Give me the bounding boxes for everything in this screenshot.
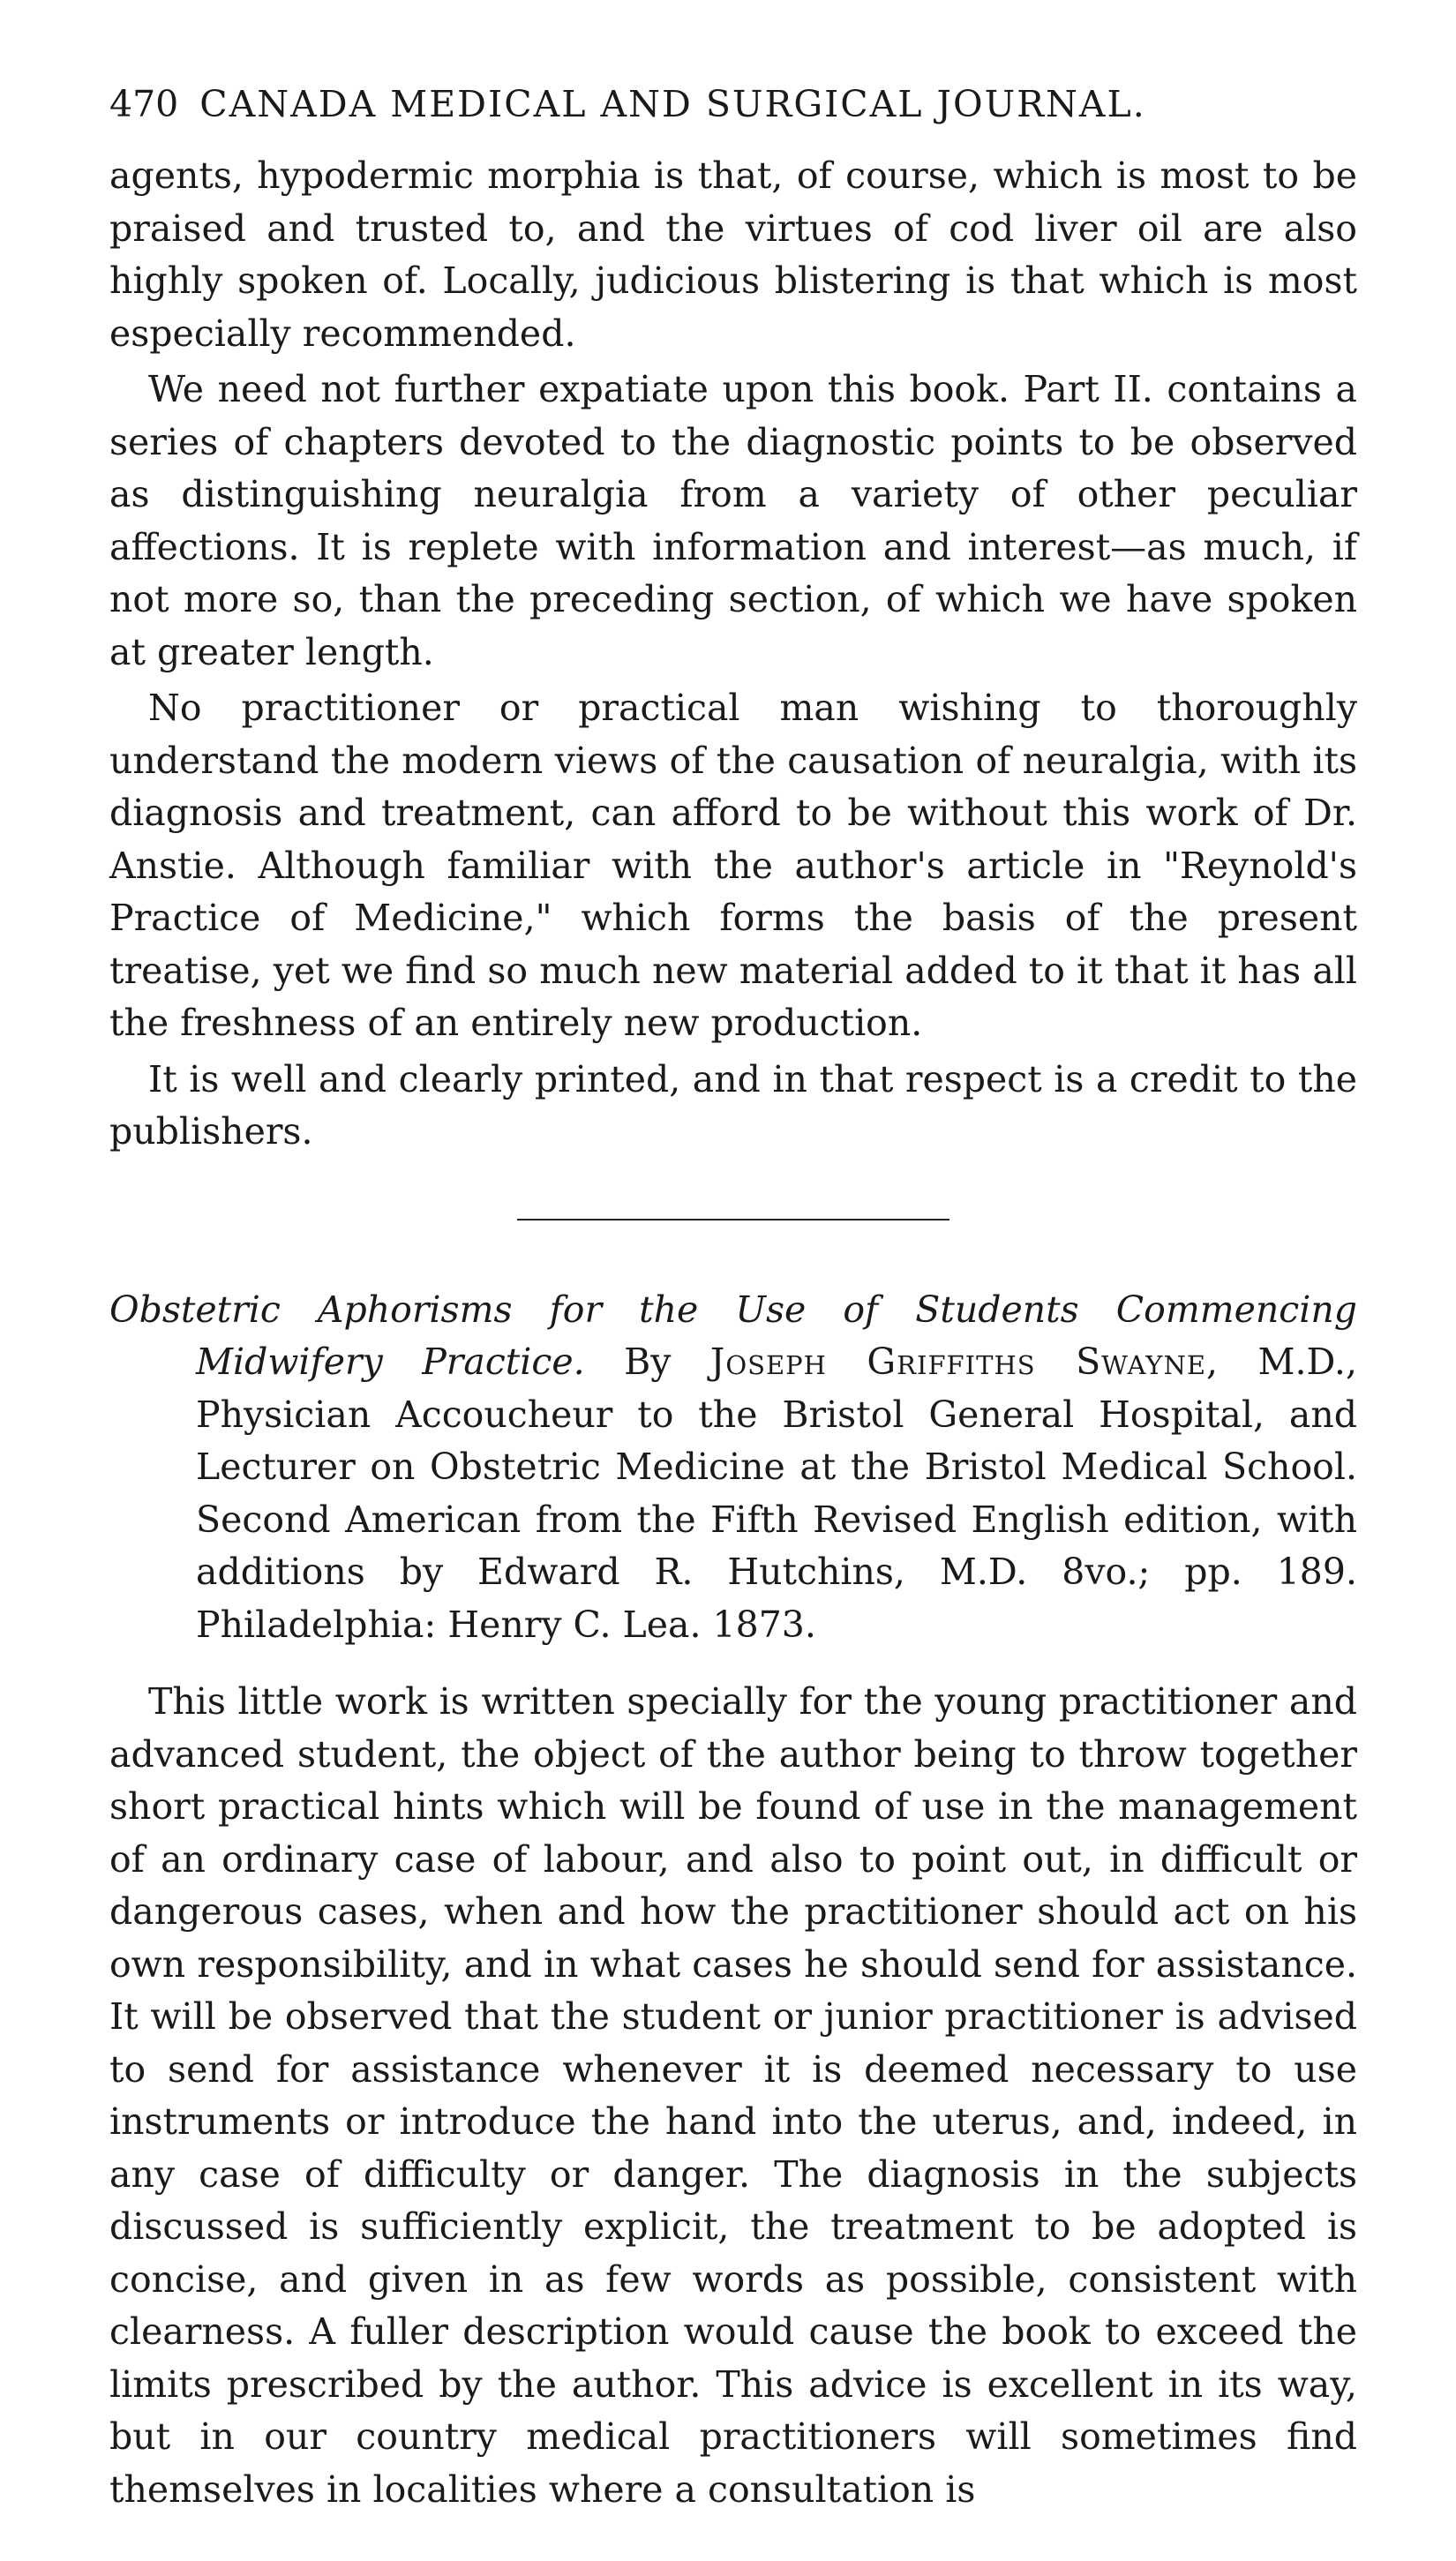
paragraph: agents, hypodermic morphia is that, of course, which is most to be praised and trusted to, and the virtues of cod liver oil are also highly spoken of. Locally, judicious blistering is that which is most especially recommended. bbox=[109, 154, 1357, 355]
citation-by: By bbox=[624, 1341, 672, 1383]
paragraph: This little work is written specially for the young practitioner and advanced student, the object of the author being to throw together short practical hints which will be found of use in the management of an ordinary case of labour, and also to point out, in difficult or dangerous cases, when and how the practitioner should act on his own responsibility, and in what cases he should send for assistance. It will be observed that the student or junior practitioner is advised to send for assistance whenever it is deemed necessary to use instruments or introduce the hand into the uterus, and, indeed, in any case of difficulty or danger. The diagnosis in the subjects discussed is sufficiently explicit, the treatment to be adopted is concise, and given in as few words as possible, consistent with clearness. A fuller description would cause the book to exceed the limits prescribed by the author. This advice is excellent in its way, but in our country medical practitioners will sometimes find themselves in localities where a consultation is bbox=[109, 1680, 1357, 2511]
section-divider bbox=[517, 1219, 949, 1220]
book-title: Obstetric Aphorisms for the Use of Students Commencing Midwifery Practice. bbox=[109, 1288, 1357, 1383]
page-number: 470 bbox=[109, 83, 179, 125]
book-citation bbox=[109, 1284, 1357, 1652]
book-author: Joseph Griffiths Swayne, bbox=[709, 1341, 1220, 1383]
journal-page bbox=[109, 81, 1357, 2516]
review-continued bbox=[109, 150, 1357, 1159]
paragraph: It is well and clearly printed, and in that respect is a credit to the publishers. bbox=[109, 1057, 1357, 1153]
review-obstetric-aphorisms bbox=[109, 1284, 1357, 2517]
paragraph: We need not further expatiate upon this book. Part II. contains a series of chapters devoted to the diagnostic points to be observed as distinguishing neuralgia from a variety of other peculiar affections. It is replete with information and interest—as much, if not more so, than the preceding section, of which we have spoken at greater length. bbox=[109, 368, 1357, 673]
journal-title: CANADA MEDICAL AND SURGICAL JOURNAL. bbox=[199, 83, 1146, 125]
running-head bbox=[109, 81, 1357, 127]
paragraph: No practitioner or practical man wishing to thoroughly understand the modern views of the causation of neuralgia, with its diagnosis and treatment, can afford to be without this work of Dr. Anstie. Although familiar with the author's article in "Reynold's Practice of Medicine," which forms the basis of the present treatise, yet we find so much new material added to it that it has all the freshness of an entirely new production. bbox=[109, 687, 1357, 1044]
citation-details: M.D., Physician Accoucheur to the Bristol General Hospital, and Lecturer on Obstetric Medicine at the Bristol Medical School. Second American from the Fifth Revised English edition, with additions by Edward R. Hutchins, M.D. 8vo.; pp. 189. Philadelphia: Henry C. Lea. 1873. bbox=[196, 1341, 1357, 1646]
